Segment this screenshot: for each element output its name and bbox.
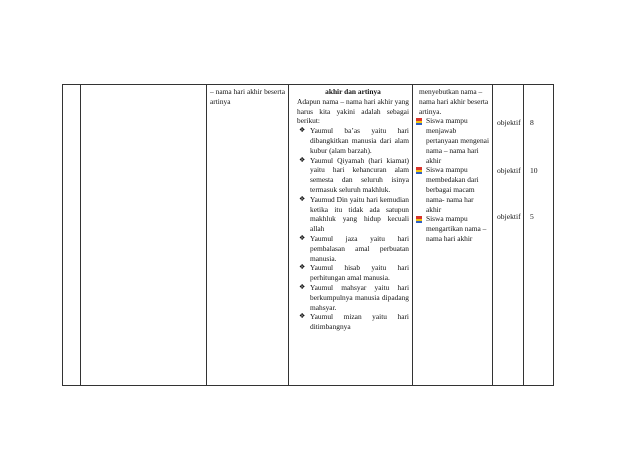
material-heading: akhir dan artinya [325,87,381,96]
flag-bullet-icon [416,216,422,223]
list-item: ❖ Yaumud Din yaitu hari kemudian ketika itu tidak ada satupun makhluk yang hidup kecuali allah [299,194,409,234]
diamond-bullet-icon: ❖ [299,263,306,272]
list-item: ❖ Yaumul Qiyamah (hari kiamat) yaitu hari kehancuran alam semesta dan seluruh isinya termasuk seluruh makhluk. [299,155,409,194]
flag-bullet-icon [416,118,422,125]
assessment-type: objektif [497,212,521,221]
goal-item: Siswa mampu menjawab pertanyaan mengenai nama – nama hari akhir [419,116,489,165]
diamond-bullet-icon: ❖ [299,155,306,164]
assessment-score: 10 [530,166,538,175]
goal-item: Siswa mampu mengartikan nama – nama hari akhir [419,214,489,243]
column-indicator [207,85,289,385]
list-item: ❖ Yaumul mizan yaitu hari ditimbangnya [299,312,409,332]
diamond-bullet-icon: ❖ [299,312,306,321]
material-list [297,126,409,332]
indicator-text: – nama hari akhir beserta artinya [210,87,285,106]
list-item: ❖ Yaumul hisab yaitu hari perhitungan amal manusia. [299,263,409,283]
flag-bullet-icon [416,167,422,174]
diamond-bullet-icon: ❖ [299,194,306,203]
assessment-type: objektif [497,118,521,127]
assessment-score: 8 [530,118,534,127]
lesson-table [62,84,554,386]
column-assessment-type [493,85,524,385]
column-material [289,85,413,385]
list-item: ❖ Yaumul jaza yaitu hari pembalasan amal perbuatan manusia. [299,233,409,263]
column-score [524,85,555,385]
assessment-score: 5 [530,212,534,221]
activities-intro: menyebutkan nama – nama hari akhir beserta artinya. [419,87,489,116]
column-number [63,85,81,385]
material-intro: Adapun nama – nama hari akhir yang harus kita yakini adalah sebagai berikut: [297,96,409,126]
diamond-bullet-icon: ❖ [299,233,306,242]
list-item: ❖ Yaumul ba’as yaitu hari dibangkitkan manusia dari alam kubur (alam barzah). [299,126,409,155]
column-activities [413,85,493,385]
column-competency [81,85,207,385]
goal-item: Siswa mampu membedakan dari berbagai macam nama- nama har akhir [419,165,489,214]
list-item: ❖ Yaumul mahsyar yaitu hari berkumpulnya manusia dipadang mahsyar. [299,282,409,312]
diamond-bullet-icon: ❖ [299,282,306,291]
assessment-type: objektif [497,166,521,175]
diamond-bullet-icon: ❖ [299,126,306,135]
